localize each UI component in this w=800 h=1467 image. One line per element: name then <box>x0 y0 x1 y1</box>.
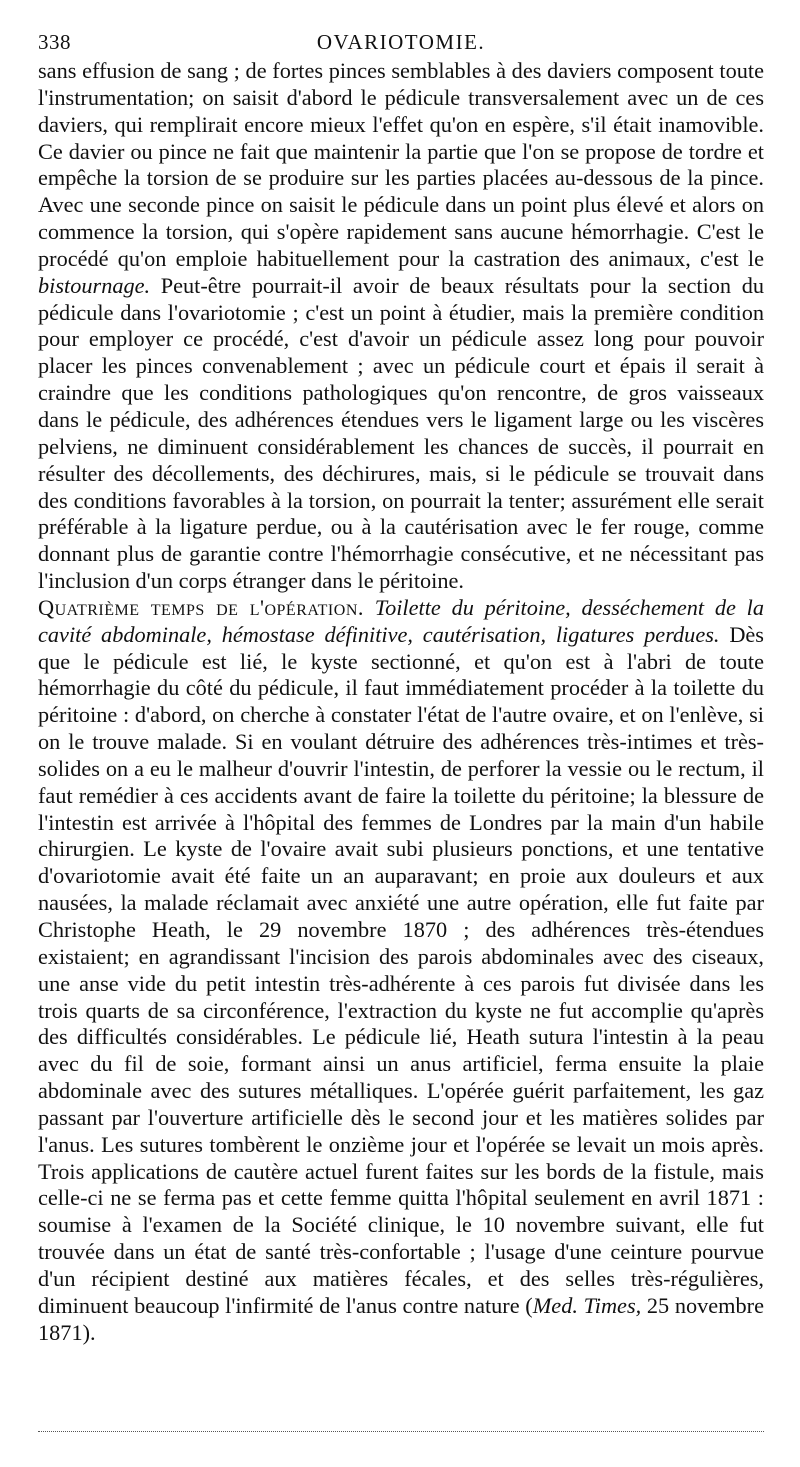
footer-dotted-rule <box>38 1431 764 1432</box>
running-title: OVARIOTOMIE. <box>316 30 486 54</box>
section-heading: Quatrième temps de l'opération. <box>38 594 364 620</box>
section-body: Dès que le pédicule est lié, le kyste sectionné, et qu'on est à l'abri de toute hémorrhagie du côté du pédicule, il faut immédiatement procéder à la toilette du péritoine : d'abord, on cherche à constater l'état de l'autre ovaire, et on l'enlève, si on le trouve malade. Si en voulant détruire des adhérences très-intimes et très-solides on a eu le malheur d'ouvrir l'intestin, de perforer la vessie ou le rectum, il faut remédier à ces accidents avant de faire la toilette du péritoine; la blessure de l'intestin est arrivée à l'hôpital des femmes de Londres par la main d'un habile chirurgien. Le kyste de l'ovaire avait subi plusieurs ponctions, et une tentative d'ovariotomie avait été faite un an auparavant; en proie aux douleurs et aux nausées, la malade réclamait avec anxiété une autre opération, elle fut faite par Christophe Heath, le 29 novembre 1870 ; des adhérences très-étendues existaient; en agrandissant l'incision des parois abdominales avec des ciseaux, une anse vide du petit intestin très-adhérente à ces parois fut divisée dans les trois quarts de sa circonférence, l'extraction du kyste ne fut accomplie qu'après des difficultés considérables. Le pédicule lié, Heath sutura l'intestin à la peau avec du fil de soie, formant ainsi un anus artificiel, ferma ensuite la plaie abdominale avec des sutures métalliques. L'opérée guérit parfaitement, les gaz passant par l'ouverture artificielle dès le second jour et les matières solides par l'anus. Les sutures tombèrent le onzième jour et l'opérée se levait un mois après. Trois applications de cautère actuel furent faites sur les bords de la fistule, mais celle-ci ne se ferma pas et cette femme quitta l'hôpital seulement en avril 1871 : soumise à l'examen de la Société clinique, le 10 novembre suivant, elle fut trouvée dans un état de santé très-confortable ; l'usage d'une ceinture pourvue d'un récipient destiné aux matières fécales, et des selles très-régulières, diminuent beaucoup l'infirmité de l'anus contre nature ( <box>38 621 764 1318</box>
paragraph-text-b: Peut-être pourrait-il avoir de beaux résultats pour la section du pédicule dans l'ovariotomie ; c'est un point à étudier, mais la première condition pour employer ce procédé, c'est d'avoir un pédicule assez long pour pouvoir placer les pinces convenablement ; avec un pédicule court et épais il serait à craindre que les conditions pathologiques qu'on rencontre, de gros vaisseaux dans le pédicule, des adhérences étendues vers le ligament large ou les viscères pelviens, ne diminuent considérablement les chances de succès, il pourrait en résulter des décollements, des déchirures, mais, si le pédicule se trouvait dans des conditions favorables à la torsion, on pourrait la tenter; assurément elle serait préférable à la ligature perdue, ou à la cautérisation avec le fer rouge, comme donnant plus de garantie contre l'hémorrhagie consécutive, et ne nécessitant pas l'inclusion d'un corps étranger dans le péritoine. <box>38 272 764 594</box>
section-italic-title: Toilette du péritoine, desséchement de la cavité abdominale, hémostase définitive, cautérisation, ligatures perdues. <box>38 594 764 647</box>
emphasis-term: bistournage. <box>38 272 151 298</box>
page-number: 338 <box>38 30 71 54</box>
body-text <box>38 58 764 1347</box>
paragraph-torsion <box>38 58 764 595</box>
citation-date: 25 novembre 1871). <box>38 1292 764 1345</box>
page-header <box>38 28 764 58</box>
book-page <box>38 28 764 1347</box>
citation-journal: Med. Times, <box>532 1292 642 1318</box>
paragraph-fourth-step <box>38 595 764 1347</box>
paragraph-text-a: sans effusion de sang ; de fortes pinces semblables à des daviers composent toute l'instrumentation; on saisit d'abord le pédicule transversalement avec un de ces daviers, qui remplirait encore mieux l'effet qu'on en espère, s'il était inamovible. Ce davier ou pince ne fait que maintenir la partie que l'on se propose de tordre et empêche la torsion de se produire sur les parties placées au-dessous de la pince. Avec une seconde pince on saisit le pédicule dans un point plus élevé et alors on commence la torsion, qui s'opère rapidement sans aucune hémorrhagie. C'est le procédé qu'on emploie habituellement pour la castration des animaux, c'est le <box>38 58 764 271</box>
